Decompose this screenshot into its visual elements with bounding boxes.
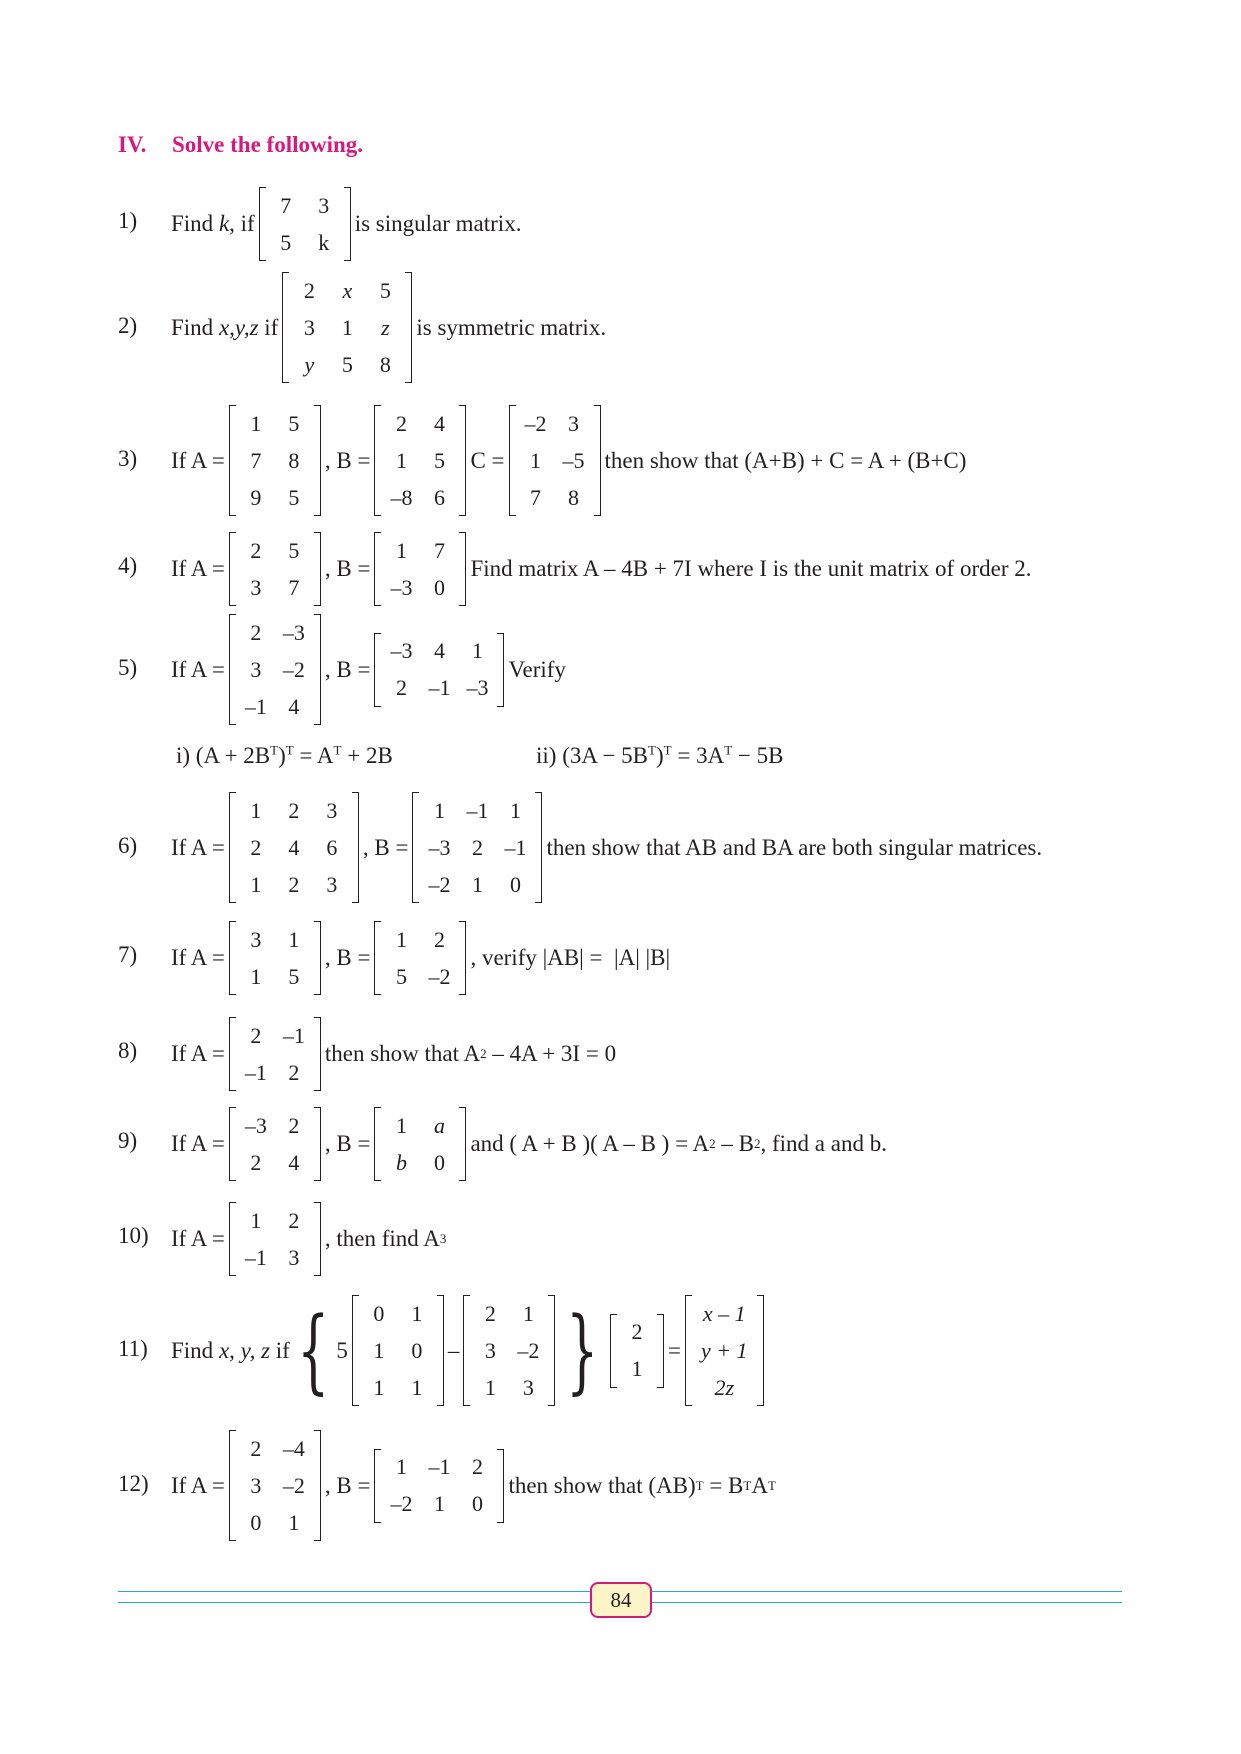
matrix-cell: –2	[517, 1337, 540, 1363]
matrix-cell: 7	[280, 192, 292, 218]
matrix-cell: 3	[326, 797, 338, 823]
matrix-cell: –2	[428, 963, 451, 989]
matrix-cell: 1	[484, 1374, 496, 1400]
matrix-cell: –1	[504, 834, 527, 860]
matrix-cell: 0	[433, 574, 445, 600]
section-number: IV.	[118, 132, 147, 157]
matrix-cell: 2	[250, 619, 262, 645]
matrix-cell: 5	[280, 229, 292, 255]
matrix-m2	[463, 1295, 555, 1406]
matrix-cell: 2	[303, 277, 315, 303]
matrix-cell: 1	[373, 1374, 385, 1400]
matrix-cell: 2	[288, 1207, 300, 1233]
matrix-cell: 8	[568, 484, 579, 510]
vector	[610, 1314, 664, 1388]
matrix-b	[374, 633, 504, 707]
matrix-cell: 4	[288, 1149, 300, 1175]
question-number: 11)	[118, 1336, 148, 1361]
matrix-cell: 5	[395, 963, 407, 989]
matrix-cell: 4	[288, 834, 300, 860]
matrix-cell: 1	[631, 1356, 643, 1381]
matrix-cell: –2	[282, 1472, 305, 1498]
matrix-cell: 1	[373, 1337, 385, 1363]
question-4: If A = 2 5 3 7 , B = 1 7 –3 0 Find matrix A – 4B + 7I where I is the unit matrix of order 2.	[171, 532, 1032, 606]
matrix-cell: 6	[326, 834, 338, 860]
matrix-cell: –1	[244, 1059, 267, 1085]
matrix-cell: 1	[395, 537, 407, 563]
matrix-cell: –3	[390, 638, 413, 663]
question-number: 3)	[118, 446, 138, 471]
matrix-cell: –2	[390, 1491, 413, 1516]
matrix-cell: x	[342, 277, 353, 303]
matrix-cell: 2	[288, 797, 300, 823]
matrix-cell: 2	[631, 1319, 643, 1344]
matrix-cell: 2	[484, 1300, 496, 1326]
matrix-cell: –8	[390, 484, 413, 510]
matrix-cell: x – 1	[702, 1300, 746, 1326]
question-5: If A = 2 –3 3 –2 –1 4 , B = –3 4 1 2 –1 –3 Verify	[171, 614, 566, 725]
matrix-cell: –3	[390, 574, 413, 600]
matrix-cell: 1	[433, 1491, 445, 1516]
matrix-cell: –1	[428, 1454, 451, 1479]
matrix-cell: –1	[244, 693, 267, 719]
matrix-a	[229, 405, 321, 516]
question-7: If A = 3 1 1 5 , B = 1 2 5 –2 , verify |AB| = |A| |B|	[171, 921, 670, 995]
matrix-cell: 3	[288, 1244, 300, 1270]
matrix-cell: 0	[433, 1149, 445, 1175]
sub-part-ii: ii) $(3A - 5B^T)^T = 3A^T - 5B$	[536, 742, 784, 768]
matrix-cell: 3	[522, 1374, 534, 1400]
matrix-b	[412, 792, 542, 903]
matrix-cell: 4	[433, 410, 445, 436]
matrix-cell: –2	[428, 871, 451, 897]
matrix-b	[374, 405, 466, 516]
result-vector	[685, 1295, 764, 1406]
matrix-cell: 5	[379, 277, 391, 303]
matrix-cell: –1	[466, 797, 489, 823]
question-number: 1)	[118, 208, 138, 233]
matrix-cell: –3	[282, 619, 305, 645]
matrix-cell: 2	[471, 834, 483, 860]
matrix-cell: 1	[411, 1374, 423, 1400]
matrix-cell: 3	[303, 314, 315, 340]
question-6: If A = 1 2 3 2 4 6 1 2 3 , B = 1 –1 1 –3 2 –1 –2 1 0 then show that AB and BA are both singular matrices.	[171, 792, 1042, 903]
sub-part-i: i) $(A + 2B^T)^T = A^T + 2B$	[176, 742, 393, 768]
matrix-cell: 0	[250, 1509, 262, 1535]
matrix-cell: y	[304, 351, 315, 377]
matrix-cell: 1	[433, 797, 445, 823]
matrix-a	[229, 1430, 321, 1541]
matrix-cell: –4	[282, 1435, 305, 1461]
matrix-a	[229, 1017, 321, 1091]
matrix-cell: 3	[484, 1337, 496, 1363]
matrix-cell: 4	[433, 638, 445, 663]
question-number: 4)	[118, 553, 138, 578]
matrix-cell: 3	[250, 574, 262, 600]
matrix-cell: z	[381, 314, 390, 340]
matrix-cell: 2	[250, 834, 262, 860]
question-8: If A = 2 –1 –1 2 then show that A 2 – 4A + 3I = 0	[171, 1017, 616, 1091]
matrix-cell: 7	[530, 484, 541, 510]
matrix-b	[374, 1449, 504, 1523]
matrix-cell: 4	[288, 693, 300, 719]
matrix-cell: 8	[379, 351, 391, 377]
matrix-cell: –1	[282, 1022, 305, 1048]
matrix-cell: 0	[471, 1491, 483, 1516]
question-number: 6)	[118, 833, 138, 858]
matrix-cell: 2	[471, 1454, 483, 1479]
matrix-cell: 1	[288, 926, 300, 952]
matrix-cell: 7	[288, 574, 300, 600]
matrix-b	[374, 1107, 466, 1181]
question-number: 7)	[118, 942, 138, 967]
matrix-cell: 5	[341, 351, 353, 377]
matrix-b	[374, 921, 466, 995]
matrix-b	[374, 532, 466, 606]
matrix-cell: 5	[288, 963, 300, 989]
matrix-cell: –5	[562, 447, 585, 473]
question-9: If A = –3 2 2 4 , B = 1 a b 0 and ( A + B )( A – B ) = A 2 – B 2 , find a and b.	[171, 1107, 887, 1181]
matrix-cell: 1	[395, 1454, 407, 1479]
matrix-cell: –2	[524, 410, 547, 436]
matrix-cell: –3	[244, 1112, 267, 1138]
matrix-cell: 5	[433, 447, 445, 473]
matrix-cell: 3	[250, 656, 262, 682]
matrix-cell: 1	[250, 871, 262, 897]
matrix-cell: 2	[433, 926, 445, 952]
question-11: Find x, y, z if { 5 0 1 1 0 1 1 – 2 1 3 –2 1 3 } 2 1 = x – 1 y + 1 2z	[171, 1295, 768, 1406]
question-12: If A = 2 –4 3 –2 0 1 , B = 1 –1 2 –2 1 0 then show that (AB) T = B T A T	[171, 1430, 776, 1541]
question-number: 9)	[118, 1128, 138, 1153]
right-brace: }	[566, 1296, 599, 1404]
matrix	[259, 187, 351, 261]
matrix-a	[229, 614, 321, 725]
matrix-cell: 1	[395, 1112, 407, 1138]
matrix	[282, 272, 412, 383]
matrix-cell: k	[318, 229, 330, 255]
matrix-cell: 3	[318, 192, 330, 218]
left-brace: {	[297, 1296, 330, 1404]
matrix-cell: 7	[250, 447, 262, 473]
matrix-a	[229, 1202, 321, 1276]
matrix-cell: 8	[288, 447, 300, 473]
matrix-cell: 1	[471, 638, 483, 663]
matrix-cell: 1	[530, 447, 541, 473]
matrix-a	[229, 921, 321, 995]
section-heading	[118, 132, 363, 158]
matrix-cell: 1	[509, 797, 521, 823]
matrix-cell: –3	[428, 834, 451, 860]
matrix-cell: 2	[288, 1059, 300, 1085]
matrix-a	[229, 792, 359, 903]
question-number: 2)	[118, 313, 138, 338]
matrix-cell: 1	[250, 1207, 262, 1233]
matrix-a	[229, 532, 321, 606]
question-10: If A = 1 2 –1 3 , then find A 3	[171, 1202, 446, 1276]
matrix-cell: 5	[288, 537, 300, 563]
matrix-cell: 2	[250, 537, 262, 563]
matrix-cell: b	[395, 1149, 407, 1175]
question-number: 8)	[118, 1038, 138, 1063]
matrix-cell: 3	[250, 1472, 262, 1498]
question-number: 12)	[118, 1471, 149, 1496]
matrix-a	[229, 1107, 321, 1181]
matrix-cell: 0	[509, 871, 521, 897]
matrix-cell: 2	[250, 1149, 262, 1175]
matrix-cell: 1	[250, 797, 262, 823]
matrix-c	[509, 405, 601, 516]
matrix-cell: 1	[250, 963, 262, 989]
matrix-cell: 1	[250, 410, 262, 436]
question-number: 5)	[118, 655, 138, 680]
matrix-cell: 2	[250, 1022, 262, 1048]
matrix-cell: 0	[373, 1300, 385, 1326]
matrix-cell: 5	[288, 410, 300, 436]
matrix-cell: 2z	[714, 1374, 735, 1400]
matrix-cell: 2	[395, 675, 407, 700]
matrix-cell: 2	[395, 410, 407, 436]
matrix-cell: –1	[244, 1244, 267, 1270]
matrix-cell: 3	[250, 926, 262, 952]
matrix-m1	[352, 1295, 444, 1406]
matrix-cell: 7	[433, 537, 445, 563]
matrix-cell: 1	[471, 871, 483, 897]
matrix-cell: 2	[250, 1435, 262, 1461]
matrix-cell: –2	[282, 656, 305, 682]
matrix-cell: 1	[411, 1300, 423, 1326]
matrix-cell: 1	[522, 1300, 534, 1326]
question-1: Find k , if 7 3 5 k is singular matrix.	[171, 187, 521, 261]
matrix-cell: –1	[428, 675, 451, 700]
page-number: 84	[590, 1582, 652, 1618]
matrix-cell: 3	[326, 871, 338, 897]
matrix-cell: 2	[288, 1112, 300, 1138]
matrix-cell: 1	[288, 1509, 300, 1535]
matrix-cell: 6	[433, 484, 445, 510]
matrix-cell: 1	[395, 447, 407, 473]
matrix-cell: y + 1	[700, 1337, 748, 1363]
matrix-cell: –3	[466, 675, 489, 700]
question-2: Find x,y,z if 2 x 5 3 1 z y 5 8 is symmetric matrix.	[171, 272, 606, 383]
matrix-cell: a	[433, 1112, 445, 1138]
question-3: If A = 1 5 7 8 9 5 , B = 2 4 1 5 –8 6 C = –2 3 1 –5 7 8 then show that (A+B) + C = A + (B+C)	[171, 405, 966, 516]
matrix-cell: 9	[250, 484, 262, 510]
section-title: Solve the following.	[172, 132, 364, 157]
question-number: 10)	[118, 1223, 149, 1248]
matrix-cell: 1	[395, 926, 407, 952]
matrix-cell: 5	[288, 484, 300, 510]
matrix-cell: 3	[568, 410, 579, 436]
matrix-cell: 0	[411, 1337, 423, 1363]
matrix-cell: 1	[341, 314, 353, 340]
matrix-cell: 2	[288, 871, 300, 897]
